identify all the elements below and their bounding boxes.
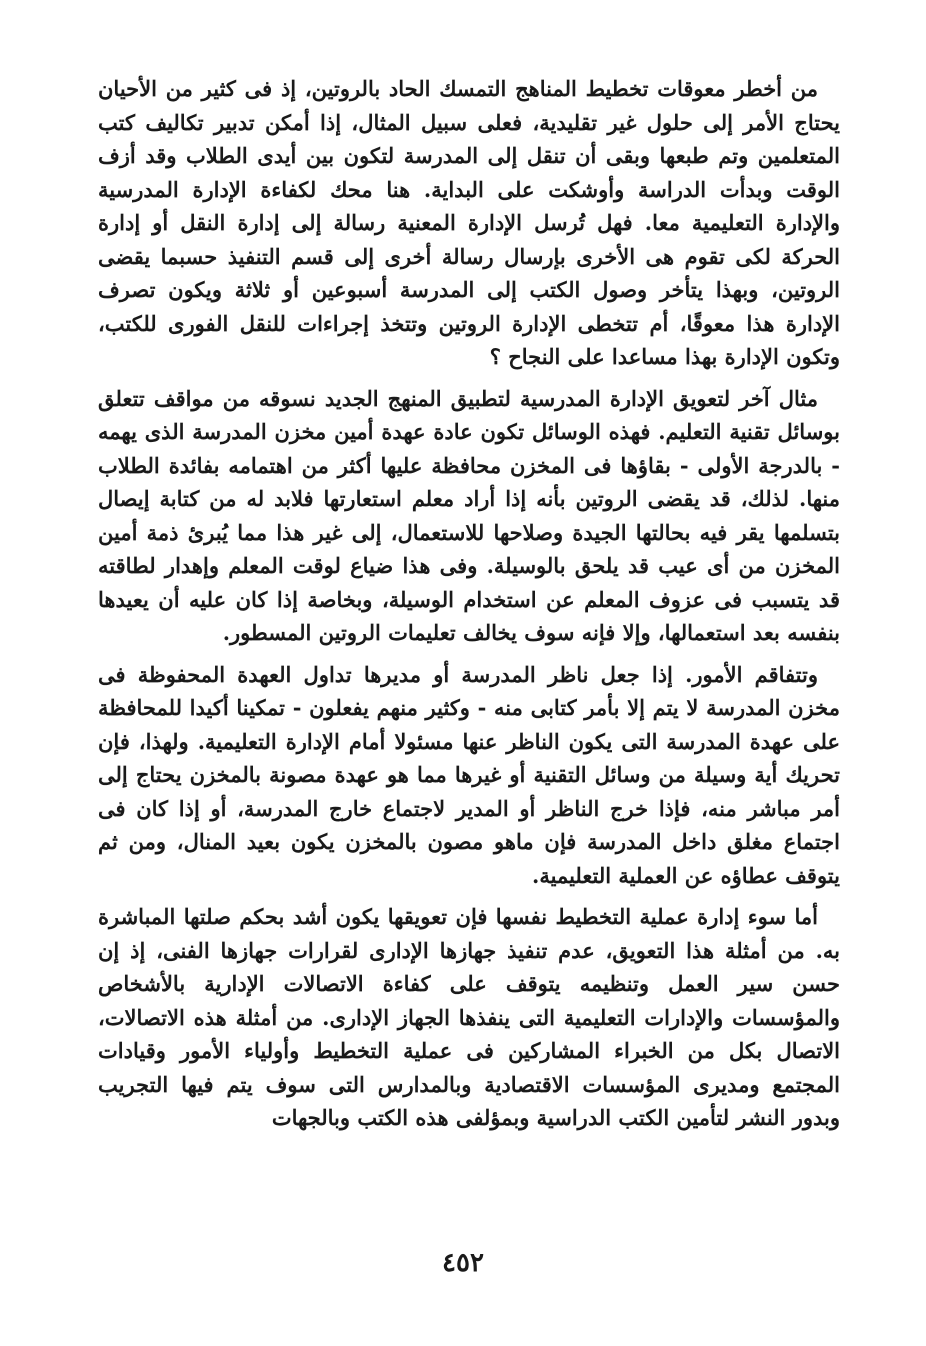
page-number: ٤٥٢ bbox=[442, 1248, 484, 1278]
body-text bbox=[98, 72, 840, 1143]
paragraph-3: وتتفاقم الأمور. إذا جعل ناظر المدرسة أو مديرها تداول العهدة المحفوظة فى مخزن المدرسة لا يتم إلا بأمر كتابى منه - وكثير منهم يفعلون - تمكينا أكيدا للمحافظة على عهدة المدرسة التى يكون الناظر عنها مسئولا أمام الإدارة التعليمية. ولهذا، فإن تحريك أية وسيلة من وسائل التقنية أو غيرها مما هو عهدة مصونة بالمخزن يحتاج إلى أمر مباشر منه، فإذا خرج الناظر أو المدير لاجتماع خارج المدرسة، أو إذا كان فى اجتماع مغلق داخل المدرسة فإن ماهو مصون بالمخزن يكون بعيد المنال، ومن ثم يتوقف عطاؤه عن العملية التعليمية. bbox=[98, 661, 840, 888]
paragraph-1: من أخطر معوقات تخطيط المناهج التمسك الحاد بالروتين، إذ فى كثير من الأحيان يحتاج الأمر إلى حلول غير تقليدية، فعلى سبيل المثال، إذا أمكن تدبير تكاليف كتب المتعلمين وتم طبعها وبقى أن تنقل إلى المدرسة لتكون بين أيدى الطلاب وقد أزف الوقت وبدأت الدراسة وأوشكت على البداية. هنا محك لكفاءة الإدارة المدرسية والإدارة التعليمية معا. فهل تُرسل الإدارة المعنية رسالة إلى إدارة النقل أو إدارة الحركة لكى تقوم هى الأخرى بإرسال رسالة أخرى إلى قسم التنفيذ حسبما يقضى الروتين، وبهذا يتأخر وصول الكتب إلى المدرسة أسبوعين أو ثلاثة ويكون تصرف الإدارة هذا معوقًا، أم تتخطى الإدارة الروتين وتتخذ إجراءات للنقل الفورى للكتب، وتكون الإدارة بهذا مساعدا على النجاح ؟ bbox=[98, 76, 840, 369]
paragraph-4: أما سوء إدارة عملية التخطيط نفسها فإن تعويقها يكون أشد بحكم صلتها المباشرة به. من أمثلة هذا التعويق، عدم تنفيذ جهازها الإدارى لقرارات جهازها الفنى، إذ إن حسن سير العمل وتنظيمه يتوقف على كفاءة الاتصالات الإدارية بالأشخاص والمؤسسات والإدارات التعليمية التى ينفذها الجهاز الإدارى. من أمثلة هذه الاتصالات، الاتصال بكل من الخبراء المشاركين فى عملية التخطيط وأولياء الأمور وقيادات المجتمع ومديرى المؤسسات الاقتصادية وبالمدارس التى سوف يتم فيها التجريب وبدور النشر لتأمين الكتب الدراسية وبمؤلفى هذه الكتب وبالجهات bbox=[98, 904, 840, 1130]
paragraph-2: مثال آخر لتعويق الإدارة المدرسية لتطبيق المنهج الجديد نسوقه من مواقف تتعلق بوسائل تقنية التعليم. فهذه الوسائل تكون عادة عهدة أمين مخزن المدرسة الذى يهمه - بالدرجة الأولى - بقاؤها فى المخزن محافظة عليها أكثر من اهتمامه بفائدة الطلاب منها. لذلك، قد يقضى الروتين بأنه إذا أراد معلم استعارتها فلابد له من كتابة إيصال بتسلمها يقر فيه بحالتها الجيدة وصلاحها للاستعمال، إلى غير هذا مما يُبرئ ذمة أمين المخزن من أى عيب قد يلحق بالوسيلة. وفى هذا ضياع لوقت المعلم وإهدار لطاقته قد يتسبب فى عزوف المعلم عن استخدام الوسيلة، وبخاصة إذا كان عليه أن يعيدها بنفسه بعد استعمالها، وإلا فإنه سوف يخالف تعليمات الروتين المسطور. bbox=[98, 385, 840, 645]
